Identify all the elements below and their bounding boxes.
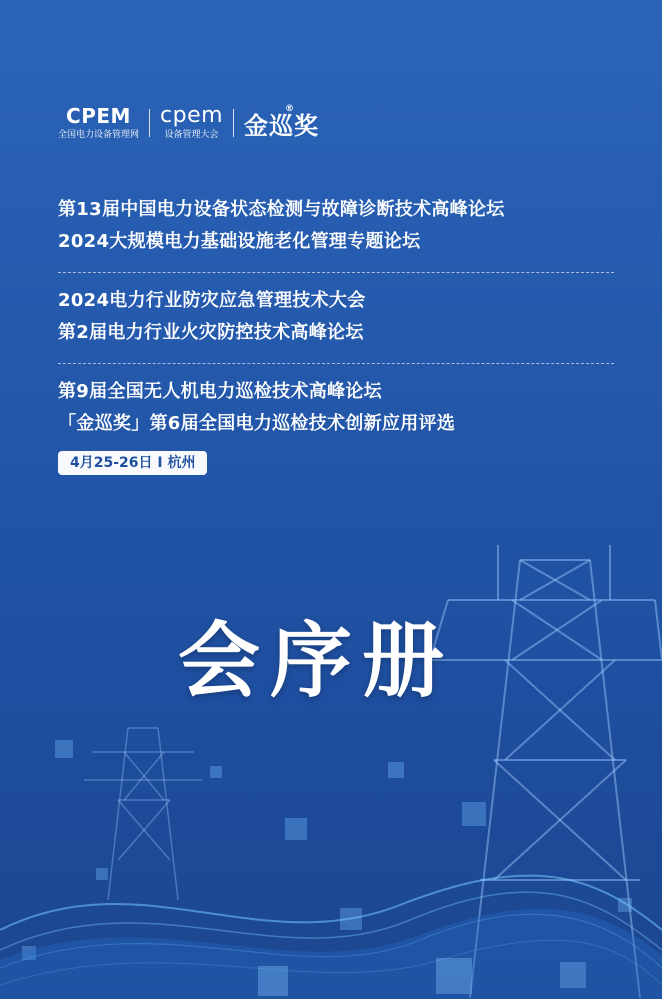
date-location-badge: 4月25-26日 I 杭州 [58,451,207,475]
cpem-conference-wordmark: cpem [160,103,224,128]
award-wordmark: 金巡奖 [244,111,320,140]
cpem-conference-subtitle: 设备管理大会 [164,130,219,140]
cpem-conference-logo [160,105,223,141]
forum-list [58,190,618,450]
dashed-divider [58,363,614,364]
page-title: 会序册 [178,614,455,709]
brand-logos [58,100,319,146]
forum-title: 「金巡奖」第6届全国电力巡检技术创新应用评选 [58,413,456,434]
forum-title: 第2届电力行业火灾防控技术高峰论坛 [58,322,364,343]
dashed-divider [58,272,614,273]
logo-divider [233,109,234,137]
wave-glow [0,909,662,999]
cpem-subtitle: 全国电力设备管理网 [58,130,140,140]
cpem-wordmark: CPEM [66,104,131,128]
forum-title: 第9届全国无人机电力巡检技术高峰论坛 [58,381,382,402]
forum-group [58,372,618,450]
logo-divider [149,109,150,137]
registered-mark: ® [285,103,296,114]
forum-group [58,281,618,359]
forum-title: 2024电力行业防灾应急管理技术大会 [58,290,366,311]
cpem-logo [58,105,139,141]
forum-title: 第13届中国电力设备状态检测与故障诊断技术高峰论坛 [58,199,505,220]
forum-title: 2024大规模电力基础设施老化管理专题论坛 [58,231,421,252]
forum-group [58,190,618,268]
award-logo [244,103,320,141]
